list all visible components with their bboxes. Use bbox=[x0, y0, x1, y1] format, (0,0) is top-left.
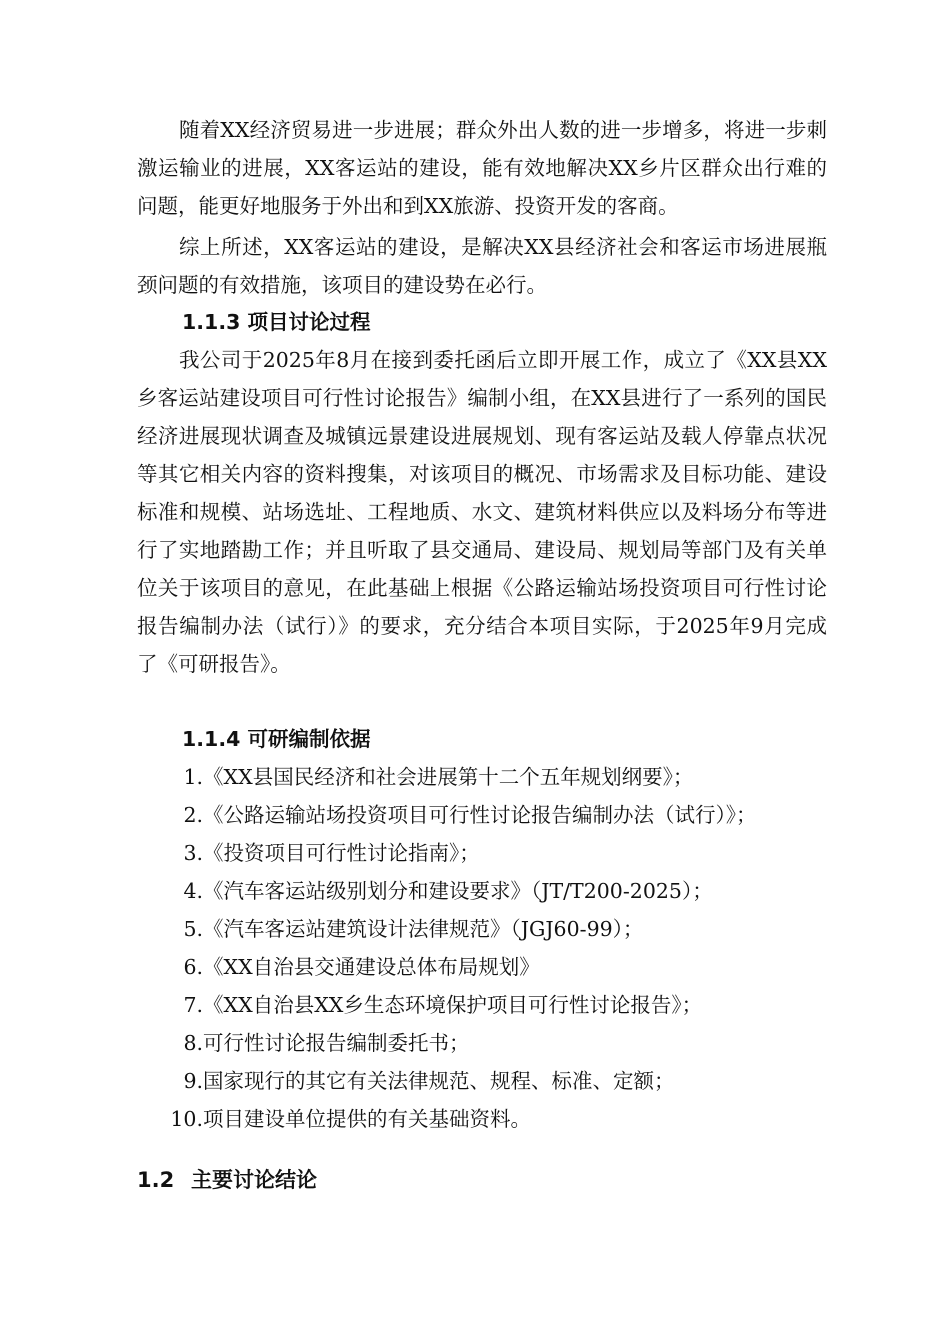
heading-1-1-3: 1.1.3 项目讨论过程 bbox=[182, 310, 371, 334]
list-item-number: 4. bbox=[183, 879, 203, 903]
list-item bbox=[137, 1062, 837, 1100]
list-item-text: 《XX自治县交通建设总体布局规划》 bbox=[203, 955, 540, 979]
list-item bbox=[137, 910, 837, 948]
list-item-number: 6. bbox=[183, 955, 203, 979]
list-item-number: 9. bbox=[183, 1069, 203, 1093]
list-item bbox=[137, 948, 837, 986]
paragraph-development-outlook: 随着XX经济贸易进一步进展；群众外出人数的进一步增多，将进一步刺激运输业的进展，XX客运站的建设，能有效地解决XX乡片区群众出行难的问题，能更好地服务于外出和到XX旅游、投资开发的客商。 bbox=[137, 118, 827, 218]
section-number: 1.2 bbox=[137, 1168, 175, 1192]
paragraph-conclusion-necessity: 综上所述，XX客运站的建设，是解决XX县经济社会和客运市场进展瓶颈问题的有效措施，该项目的建设势在必行。 bbox=[137, 235, 827, 297]
list-item bbox=[137, 758, 837, 796]
list-item bbox=[137, 1024, 837, 1062]
list-item-number: 2. bbox=[183, 803, 203, 827]
list-item-text: 《公路运输站场投资项目可行性讨论报告编制办法（试行）》； bbox=[203, 803, 757, 827]
heading-1-2 bbox=[137, 1160, 317, 1200]
list-item bbox=[137, 1100, 837, 1138]
list-item-text: 《汽车客运站建筑设计法律规范》（JGJ60-99）； bbox=[203, 917, 644, 941]
list-item-number: 3. bbox=[183, 841, 203, 865]
list-item-text: 《汽车客运站级别划分和建设要求》（JT/T200-2025）； bbox=[203, 879, 713, 903]
list-item-number: 8. bbox=[183, 1031, 203, 1055]
list-item bbox=[137, 796, 837, 834]
list-item-text: 《XX县国民经济和社会进展第十二个五年规划纲要》； bbox=[203, 765, 694, 789]
list-item-text: 《投资项目可行性讨论指南》； bbox=[203, 841, 480, 865]
list-item bbox=[137, 834, 837, 872]
basis-list bbox=[137, 758, 837, 1138]
list-item-number: 7. bbox=[183, 993, 203, 1017]
list-item-number: 5. bbox=[183, 917, 203, 941]
list-item-text: 《XX自治县XX乡生态环境保护项目可行性讨论报告》； bbox=[203, 993, 703, 1017]
list-item-number: 10. bbox=[170, 1107, 203, 1131]
list-item bbox=[137, 986, 837, 1024]
list-item bbox=[137, 872, 837, 910]
list-item-text: 可行性讨论报告编制委托书； bbox=[203, 1031, 470, 1055]
heading-1-1-4: 1.1.4 可研编制依据 bbox=[182, 727, 371, 751]
list-item-text: 项目建设单位提供的有关基础资料。 bbox=[203, 1107, 531, 1131]
section-title: 主要讨论结论 bbox=[191, 1168, 317, 1192]
list-item-text: 国家现行的其它有关法律规范、规程、标准、定额； bbox=[203, 1069, 675, 1093]
paragraph-research-process: 我公司于2025年8月在接到委托函后立即开展工作，成立了《XX县XX乡客运站建设项目可行性讨论报告》编制小组，在XX县进行了一系列的国民经济进展现状调查及城镇远景建设进展规划、现有客运站及载人停靠点状况等其它相关内容的资料搜集，对该项目的概况、市场需求及目标功能、建设标准和规模、站场选址、工程地质、水文、建筑材料供应以及料场分布等进行了实地踏勘工作；并且听取了县交通局、建设局、规划局等部门及有关单位关于该项目的意见，在此基础上根据《公路运输站场投资项目可行性讨论报告编制办法（试行）》的要求，充分结合本项目实际，于2025年9月完成了《可研报告》。 bbox=[137, 348, 827, 676]
list-item-number: 1. bbox=[183, 765, 203, 789]
